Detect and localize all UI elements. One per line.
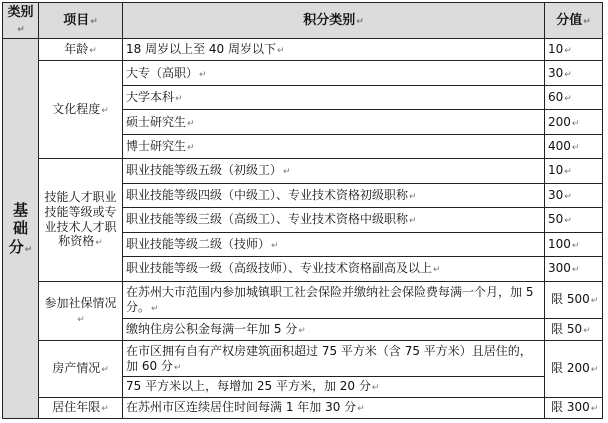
row-desc: 职业技能等级二级（技师）↵ xyxy=(123,232,545,256)
row-score: 10↵ xyxy=(545,39,603,61)
row-desc: 职业技能等级五级（初级工）↵ xyxy=(123,159,545,183)
header-category: 类别↵ xyxy=(3,3,39,39)
row-score: 300↵ xyxy=(545,257,603,281)
header-points-type: 积分类别↵ xyxy=(123,3,545,39)
points-table xyxy=(2,2,603,419)
row-desc: 大专（高职）↵ xyxy=(123,61,545,85)
row-score: 200↵ xyxy=(545,110,603,134)
row-score: 限 500↵ xyxy=(545,281,603,318)
group-residence: 居住年限↵ xyxy=(39,397,123,418)
score-table-container xyxy=(2,2,602,419)
row-score: 30↵ xyxy=(545,183,603,207)
row-score: 60↵ xyxy=(545,85,603,109)
row-score: 50↵ xyxy=(545,208,603,232)
table-header-row xyxy=(3,3,603,39)
row-desc: 在苏州市区连续居住时间每满 1 年加 30 分↵ xyxy=(123,397,545,418)
row-desc: 博士研究生↵ xyxy=(123,134,545,158)
row-score: 100↵ xyxy=(545,232,603,256)
row-desc: 在市区拥有自有产权房建筑面积超过 75 平方米（含 75 平方米）且居住的，加 60 分↵ xyxy=(123,341,545,377)
header-item: 项目↵ xyxy=(39,3,123,39)
group-education: 文化程度↵ xyxy=(39,61,123,159)
row-desc: 职业技能等级一级（高级技师）、专业技术资格副高及以上↵ xyxy=(123,257,545,281)
table-row xyxy=(3,61,603,85)
row-score: 限 300↵ xyxy=(545,397,603,418)
row-desc: 职业技能等级三级（高级工）、专业技术资格中级职称↵ xyxy=(123,208,545,232)
table-row xyxy=(3,341,603,377)
header-score: 分值↵ xyxy=(545,3,603,39)
table-row xyxy=(3,281,603,318)
row-desc: 缴纳住房公积金每满一年加 5 分↵ xyxy=(123,318,545,340)
table-row xyxy=(3,159,603,183)
table-row xyxy=(3,39,603,61)
group-housing: 房产情况↵ xyxy=(39,341,123,397)
row-desc: 在苏州大市范围内参加城镇职工社会保险并缴纳社会保险费每满一个月，加 5 分。↵ xyxy=(123,281,545,318)
row-score: 400↵ xyxy=(545,134,603,158)
row-desc: 职业技能等级四级（中级工）、专业技术资格初级职称↵ xyxy=(123,183,545,207)
row-score: 10↵ xyxy=(545,159,603,183)
row-desc: 大学本科↵ xyxy=(123,85,545,109)
group-social-insurance: 参加社保情况↵ xyxy=(39,281,123,341)
row-score: 限 50↵ xyxy=(545,318,603,340)
row-score: 限 200↵ xyxy=(545,341,603,397)
group-age: 年龄↵ xyxy=(39,39,123,61)
section-basic-score: 基 础 分↵ xyxy=(3,39,39,419)
row-desc: 75 平方米以上，每增加 25 平方米，加 20 分↵ xyxy=(123,377,545,397)
row-desc: 硕士研究生↵ xyxy=(123,110,545,134)
row-desc: 18 周岁以上至 40 周岁以下↵ xyxy=(123,39,545,61)
row-score: 30↵ xyxy=(545,61,603,85)
table-row xyxy=(3,397,603,418)
group-skills: 技能人才职业技能等级或专业技术人才职称资格↵ xyxy=(39,159,123,281)
